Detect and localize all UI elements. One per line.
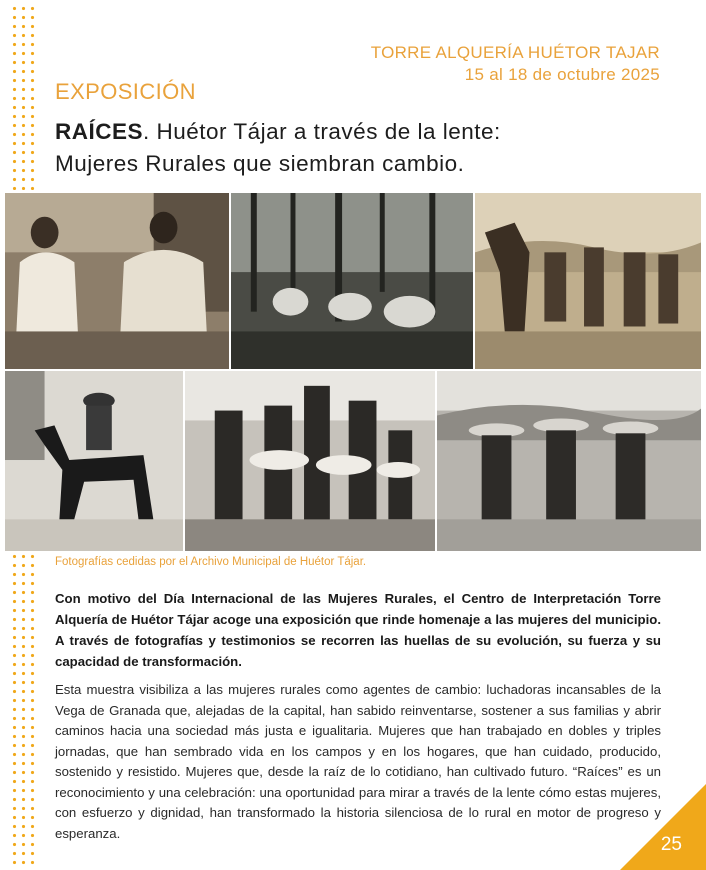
photo-harvesters-with-hats <box>436 370 702 552</box>
title-line2: Mujeres Rurales que siembran cambio. <box>55 151 465 176</box>
exhibition-dates: 15 al 18 de octubre 2025 <box>464 65 660 84</box>
photo-picnic-pine-forest <box>230 192 474 370</box>
photo-women-with-baskets <box>184 370 436 552</box>
photo-group-with-horse <box>474 192 702 370</box>
photo-boy-on-donkey <box>4 370 184 552</box>
page-corner-triangle <box>620 784 706 870</box>
title-strong: RAÍCES <box>55 119 144 144</box>
body-paragraph: Esta muestra visibiliza a las mujeres rurales como agentes de cambio: luchadoras incansables de la Vega de Granada que, alejadas de la capital, han sabido reinventarse, sostener a sus familias y abrir caminos hacia una sociedad más justa e igualitaria. Mujeres que han trabajado en dobles y triples jornadas, que han sembrado vida en los campos y en los hogares, que han cuidado, producido, sostenido y resistido. Mujeres que, desde la raíz de lo cotidiano, han cultivado futuro. “Raíces” es un reconocimiento y una celebración: una oportunidad para mirar a través de la lente cómo estas mujeres, con esfuerzo y dignidad, han transformado la historia silenciosa de lo rural en motor de progreso y esperanza. <box>55 682 661 841</box>
photo-caption: Fotografías cedidas por el Archivo Municipal de Huétor Tájar. <box>55 556 367 568</box>
section-label: EXPOSICIÓN <box>55 79 196 104</box>
photo-collage <box>4 192 702 552</box>
exhibition-title <box>55 116 675 180</box>
venue-name: TORRE ALQUERÍA HUÉTOR TAJAR <box>370 43 660 62</box>
decorative-dot-grid-bottom <box>10 552 36 868</box>
decorative-dot-grid-top <box>10 4 36 190</box>
page-number: 25 <box>660 834 682 855</box>
title-rest-line1: . Huétor Tájar a través de la lente: <box>143 119 501 144</box>
lead-paragraph: Con motivo del Día Internacional de las Mujeres Rurales, el Centro de Interpretación Torre Alquería de Huétor Tájar acoge una exposición que rinde homenaje a las mujeres del municipio. A través de fotografías y testimonios se recorren las huellas de su evolución, su fuerza y su capacidad de transformación. <box>55 591 661 669</box>
photo-women-sewing <box>4 192 230 370</box>
venue-block <box>371 42 660 86</box>
